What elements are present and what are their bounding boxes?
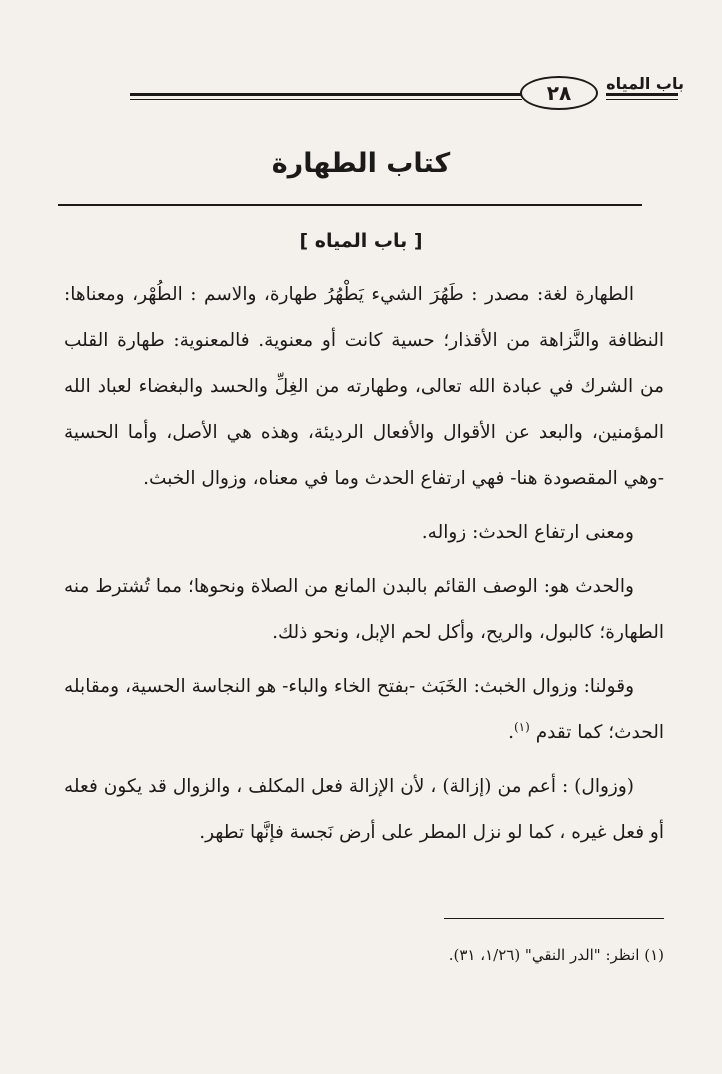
- title-rule: [58, 204, 642, 206]
- paragraph-khabath-text: وقولنا: وزوال الخبث: الخَبَث -بفتح الخاء والباء- هو النجاسة الحسية، ومقابله الحدث؛ كما تقدم: [64, 676, 664, 743]
- footnote-reference: (١): [513, 719, 530, 734]
- chapter-title: [ باب المياه ]: [299, 230, 423, 252]
- paragraph-zawal: (وزوال) : أعم من (إزالة) ، لأن الإزالة فعل المكلف ، والزوال قد يكون فعله أو فعل غيره ، كما لو نزل المطر على أرض نَجسة فإنَّها تطهر.: [64, 776, 664, 843]
- footnote: (١) انظر: "الدر النقي" (١/٢٦، ٣١).: [448, 946, 664, 964]
- footnote-rule: [444, 918, 664, 919]
- paragraph-hadath: والحدث هو: الوصف القائم بالبدن المانع من الصلاة ونحوها؛ مما تُشترط منه الطهارة؛ كالبول، والريح، وأكل لحم الإبل، ونحو ذلك.: [64, 576, 664, 643]
- paragraph-definition: الطهارة لغة: مصدر : طَهُرَ الشيء يَطْهُرُ طهارة، والاسم : الطُهْر، ومعناها: النظافة والنَّزاهة من الأقذار؛ حسية كانت أو معنوية. فالمعنوية: طهارة القلب من الشرك في عبادة الله تعالى، وطهارته من الغِلِّ والحسد والبغضاء لعباد الله المؤمنين، والبعد عن الأقوال والأفعال الرديئة، وهذه هي الأصل، وأما الحسية -وهي المقصودة هنا- فهي ارتفاع الحدث وما في معناه، وزوال الخبث.: [64, 284, 664, 489]
- paragraph-khabath: وقولنا: وزوال الخبث: الخَبَث -بفتح الخاء والباء- هو النجاسة الحسية، ومقابله الحدث؛ كما تقدم $^{(١)}$.: [64, 676, 664, 743]
- header-rule-left-thin: [606, 99, 678, 100]
- header-rule-left-thick: [606, 93, 678, 96]
- running-head: باب المياه: [606, 74, 684, 93]
- paragraph-hadath-meaning: ومعنى ارتفاع الحدث: زواله.: [421, 522, 634, 543]
- book-title: كتاب الطهارة: [271, 148, 451, 179]
- header-rule-right-thin: [130, 99, 522, 100]
- header-rule-right-thick: [130, 93, 522, 96]
- body-text: [64, 272, 664, 856]
- page-number: ٢٨: [520, 76, 598, 110]
